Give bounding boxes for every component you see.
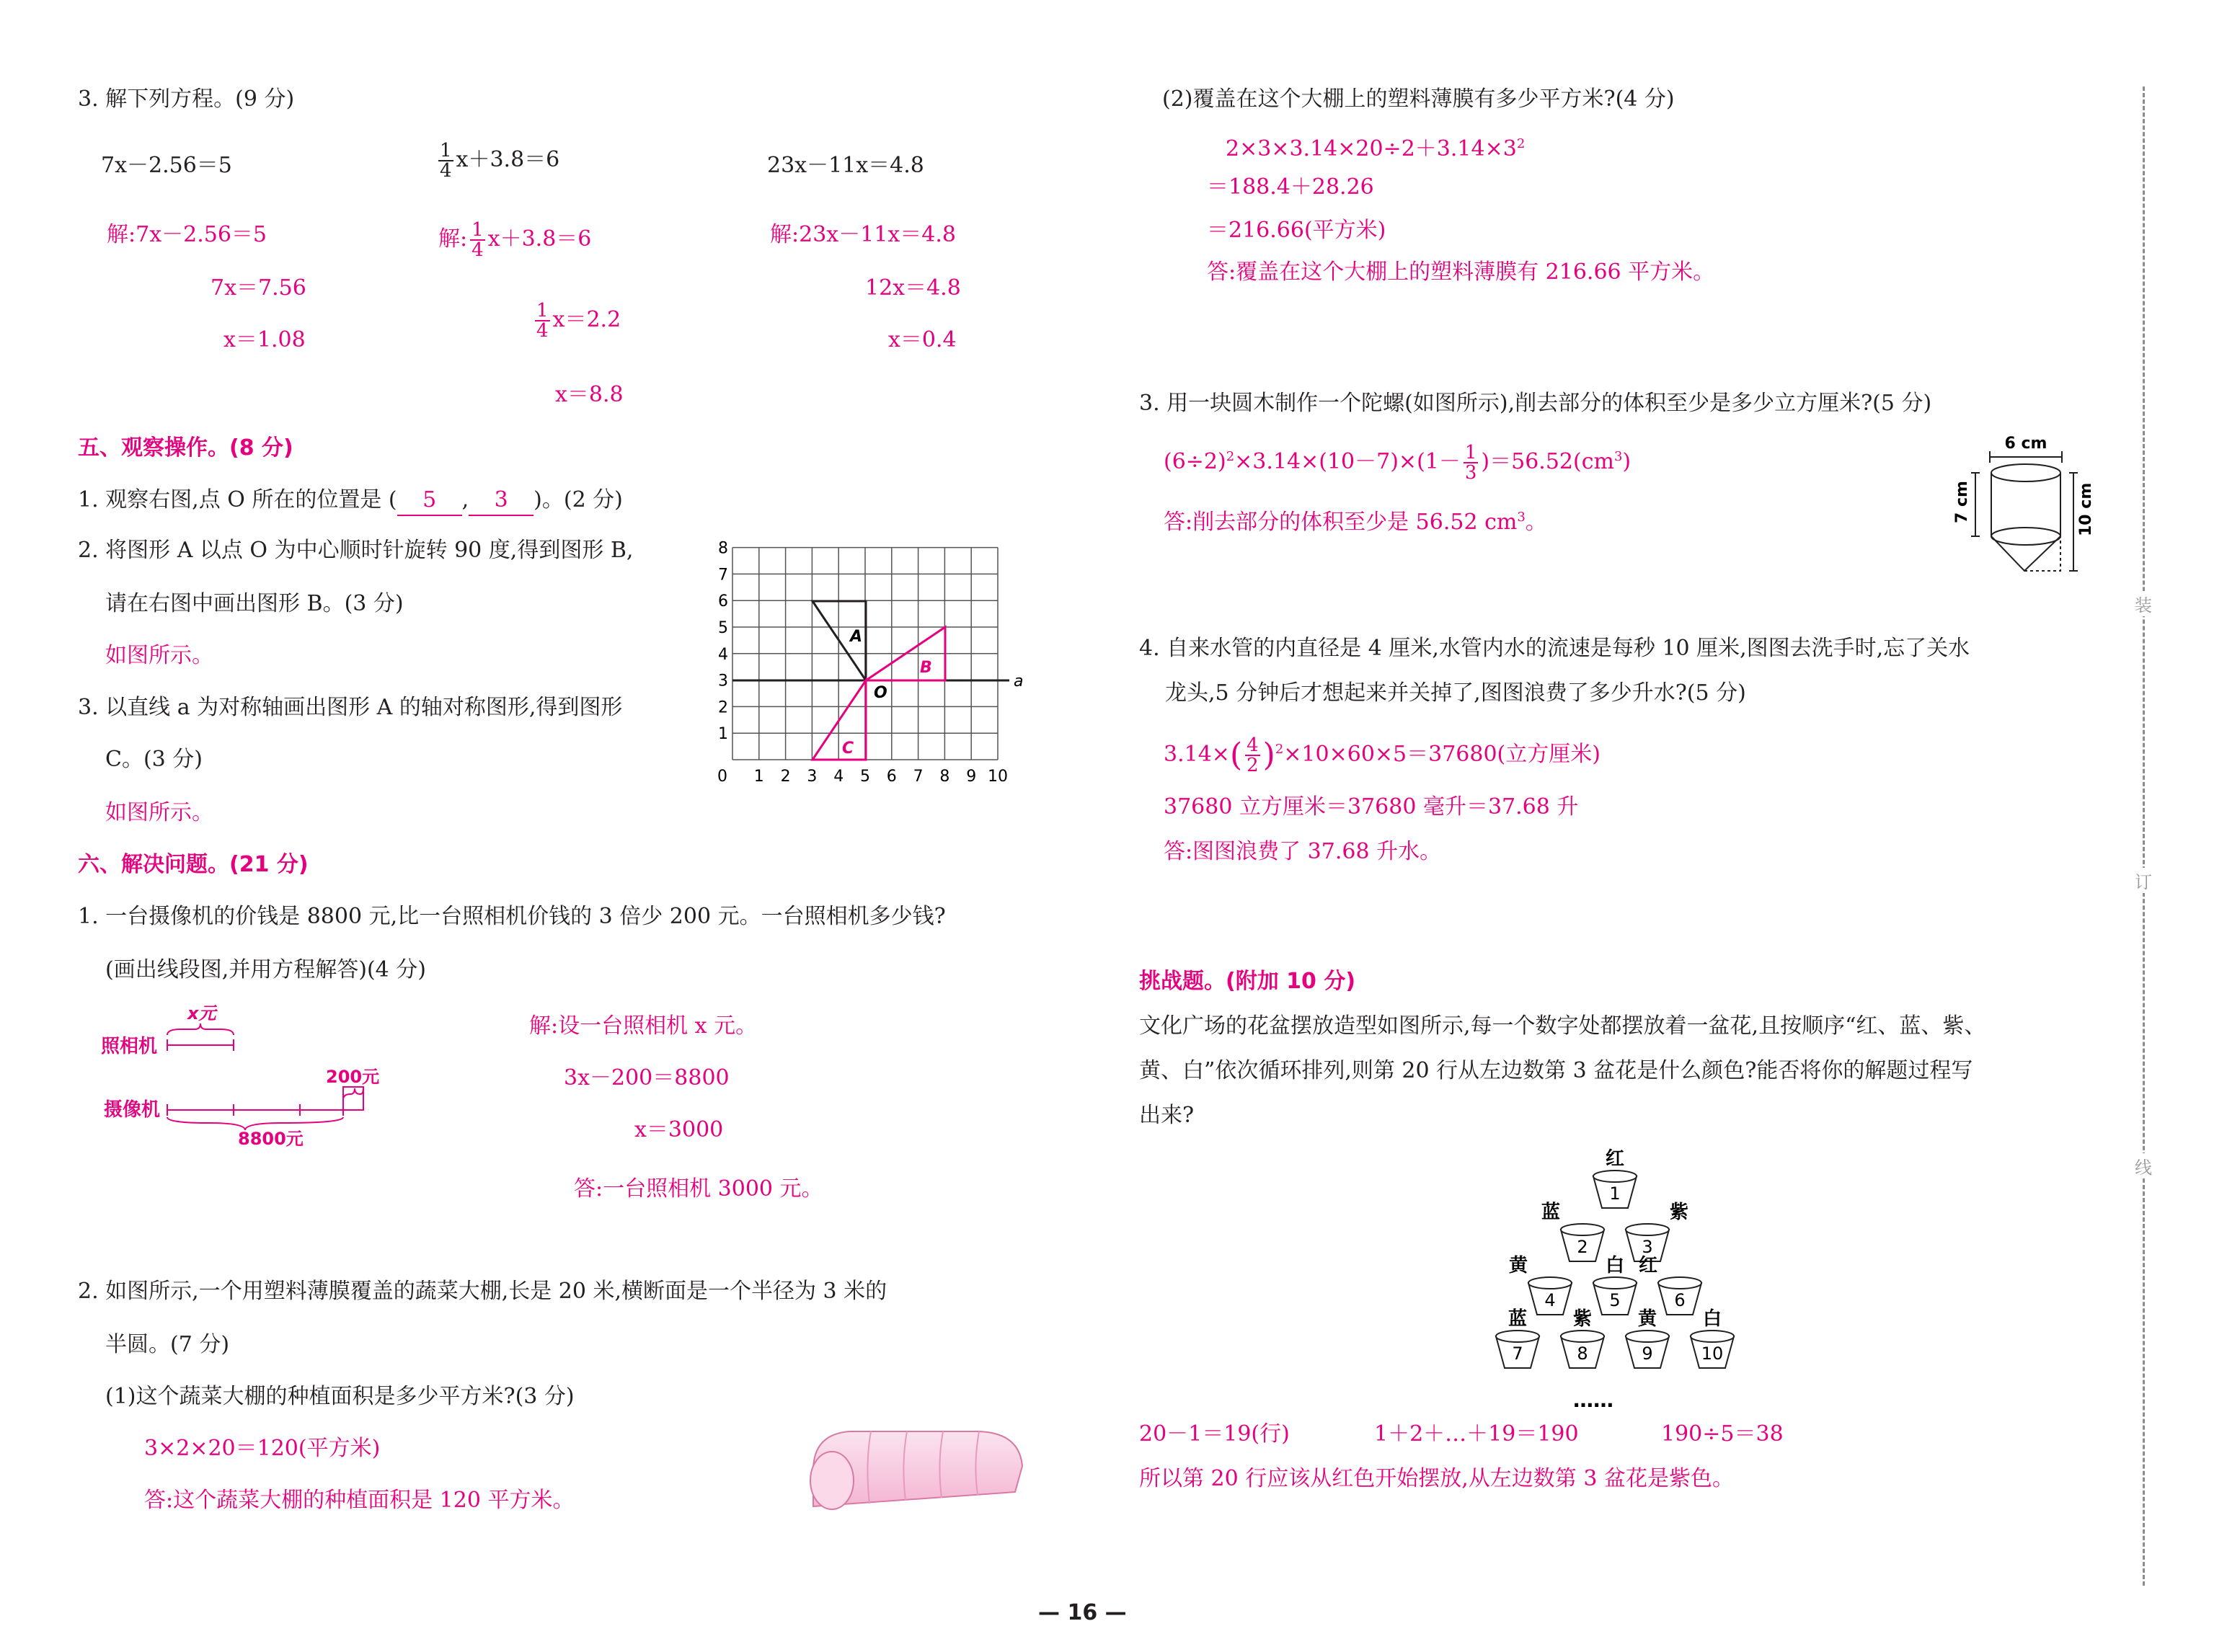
s6q1-solution-line-3: x＝3000 (634, 1117, 724, 1142)
challenge-line-2: 黄、白”依次循环排列,则第 20 行从左边数第 3 盆花是什么颜色?能否将你的解题过程写 (1139, 1058, 1973, 1083)
shape-a-label: A (850, 628, 863, 646)
solution-3-line-3: x＝0.4 (888, 327, 957, 352)
q3-answer: 答:削去部分的体积至少是 56.52 $cm^3$。 (1164, 510, 1547, 535)
s6q1-answer: 答:一台照相机 3000 元。 (574, 1176, 823, 1202)
pot-color-label: 紫 (1669, 1202, 1689, 1223)
solution-1-line-1: 解:7x－2.56＝5 (107, 222, 267, 247)
x-tick-label: 10 (988, 768, 1008, 786)
flower-pot (1691, 1308, 1734, 1368)
s6q2-part-2-answer: 答:覆盖在这个大棚上的塑料薄膜有 216.66 平方米。 (1207, 259, 1715, 285)
flower-pot (1626, 1201, 1688, 1261)
s5-question-2-answer: 如图所示。 (105, 643, 213, 668)
s6-question-2-part-1: (1)这个蔬菜大棚的种植面积是多少平方米?(3 分) (105, 1384, 575, 1409)
y-tick-label: 5 (718, 619, 728, 637)
section-5-title: 五、观察操作。(8 分) (78, 435, 293, 461)
pot-color-label: 红 (1605, 1148, 1625, 1170)
challenge-solution-1: 20－1＝19(行) (1139, 1421, 1290, 1447)
solution-2-line-3: x＝8.8 (555, 382, 624, 407)
y-tick-label: 7 (718, 566, 728, 585)
fraction: $\frac{1}{4}$ (440, 140, 452, 182)
pot-number: 4 (1544, 1290, 1556, 1310)
flower-pot (1509, 1255, 1572, 1315)
x-tick-label: 5 (860, 768, 870, 786)
s5-question-2-line-1: 2. 将图形 A 以点 O 为中心顺时针旋转 90 度,得到图形 B, (78, 538, 634, 563)
challenge-solution-2: 1＋2＋…＋19＝190 (1374, 1421, 1579, 1447)
shape-c (813, 680, 866, 760)
x-tick-label: 1 (753, 768, 764, 786)
pot-color-label: 蓝 (1541, 1202, 1561, 1223)
s5-question-3-line-2: C。(3 分) (105, 747, 203, 772)
binding-label-xian: 线 (2134, 1153, 2153, 1178)
pot-color-label: 白 (1702, 1308, 1722, 1330)
s6q2-part-1-answer: 答:这个蔬菜大棚的种植面积是 120 平方米。 (144, 1488, 575, 1513)
q4-solution-1: 3.14×( $\frac{4}{2}$ )$^2$×10×60×5＝37680(立方厘米) (1164, 734, 1600, 776)
y-tick-label: 1 (718, 725, 728, 744)
s6-question-1-line-1: 1. 一台摄像机的价钱是 8800 元,比一台照相机价钱的 3 倍少 200 元。一台照相机多少钱? (78, 904, 946, 929)
total-8800-label: 8800元 (238, 1129, 304, 1149)
point-o-label: O (874, 684, 887, 702)
binding-label-zhuang: 装 (2134, 591, 2153, 616)
pot-number: 5 (1609, 1290, 1621, 1310)
pot-color-label: 黄 (1508, 1255, 1528, 1276)
flower-pot (1593, 1255, 1637, 1315)
shape-c-label: C (842, 740, 854, 758)
y-tick-label: 4 (718, 645, 728, 664)
solution-3-line-1: 解:23x－11x＝4.8 (770, 222, 957, 247)
x-tick-label: 2 (780, 768, 791, 786)
x-yuan-label: x元 (187, 1003, 216, 1023)
video-camera-label: 摄像机 (104, 1099, 161, 1121)
equation-1: 7x－2.56＝5 (101, 153, 232, 178)
pyramid-dots: …… (1573, 1388, 1613, 1412)
x-tick-label: 6 (886, 768, 897, 786)
binding-label-ding: 订 (2134, 868, 2153, 893)
flower-pot (1541, 1201, 1604, 1261)
q4-solution-2: 37680 立方厘米＝37680 毫升＝37.68 升 (1164, 794, 1579, 820)
s6-question-2-line-2: 半圆。(7 分) (105, 1332, 230, 1357)
s5-question-3-line-1: 3. 以直线 a 为对称轴画出图形 A 的轴对称图形,得到图形 (78, 695, 623, 720)
solution-2-line-2: $\frac{1}{4}$ x＝2.2 (536, 300, 621, 342)
s6q1-solution-line-1: 解:设一台照相机 x 元。 (529, 1013, 758, 1039)
s6-question-1-line-2: (画出线段图,并用方程解答)(4 分) (105, 957, 426, 982)
challenge-line-3: 出来? (1139, 1103, 1195, 1128)
shape-b-label: B (920, 659, 932, 677)
challenge-solution-3: 190÷5＝38 (1661, 1421, 1784, 1447)
page-number: — 16 — (1038, 1600, 1127, 1625)
pot-number: 9 (1642, 1344, 1653, 1364)
diff-200-label: 200元 (326, 1067, 380, 1087)
x-tick-label: 9 (966, 768, 977, 786)
pot-number: 7 (1512, 1344, 1523, 1364)
axis-a-label: a (1014, 672, 1024, 690)
section-6-title: 六、解决问题。(21 分) (78, 852, 309, 877)
flower-pot-pyramid (1355, 1132, 1874, 1420)
q3-solution: $(6\div 2)^2\times 3.14\times(10-7)\times(1-$ $\frac{1}{3}$ )$=56.52(cm^3)$ (1164, 442, 1631, 484)
q3-spinning-top: 3. 用一块圆木制作一个陀螺(如图所示),削去部分的体积至少是多少立方厘米?(5 分) (1139, 391, 1932, 416)
flower-pot (1496, 1307, 1539, 1368)
challenge-answer: 所以第 20 行应该从红色开始摆放,从左边数第 3 盆花是紫色。 (1139, 1466, 1734, 1491)
flower-pot (1561, 1307, 1604, 1368)
s5-question-2-line-2: 请在右图中画出图形 B。(3 分) (105, 591, 404, 616)
s5-question-1: 1. 观察右图,点 O 所在的位置是 ( 5 , 3 )。(2 分) (78, 486, 623, 516)
challenge-line-1: 文化广场的花盆摆放造型如图所示,每一个数字处都摆放着一盆花,且按顺序“红、蓝、紫、 (1139, 1013, 1986, 1039)
x-tick-label: 3 (807, 768, 818, 786)
s5-question-3-answer: 如图所示。 (105, 800, 213, 825)
pot-color-label: 白 (1605, 1255, 1625, 1276)
pot-color-label: 红 (1638, 1255, 1658, 1276)
pot-number: 1 (1609, 1184, 1621, 1204)
s6q2-part-2-solution-2: ＝188.4＋28.26 (1207, 174, 1374, 200)
pot-number: 3 (1642, 1237, 1653, 1257)
challenge-title: 挑战题。(附加 10 分) (1139, 969, 1356, 994)
binding-dashed-line (2143, 86, 2145, 1586)
solution-3-line-2: 12x＝4.8 (865, 275, 961, 301)
camera-label: 照相机 (101, 1036, 158, 1057)
pot-color-label: 蓝 (1507, 1308, 1528, 1330)
x-tick-label: 8 (939, 768, 950, 786)
y-tick-label: 2 (718, 698, 728, 717)
equation-2: $\frac{1}{4}$ x＋3.8＝6 (440, 140, 560, 182)
s6-question-2-line-1: 2. 如图所示,一个用塑料薄膜覆盖的蔬菜大棚,长是 20 米,横断面是一个半径为 3 米的 (78, 1279, 887, 1304)
top-h2-label: 10 cm (2077, 482, 2095, 536)
flower-pot (1639, 1255, 1701, 1315)
coordinate-grid (699, 533, 1031, 793)
pot-number: 6 (1674, 1290, 1686, 1310)
pot-number: 8 (1577, 1344, 1588, 1364)
x-tick-label: 0 (717, 768, 727, 786)
pot-number: 10 (1701, 1344, 1724, 1364)
q3-title: 3. 解下列方程。(9 分) (78, 86, 295, 112)
greenhouse-illustration (784, 1420, 1030, 1514)
flower-pot (1593, 1148, 1637, 1208)
segment-diagram (101, 1002, 404, 1149)
y-tick-label: 6 (718, 592, 728, 611)
q4-line-1: 4. 自来水管的内直径是 4 厘米,水管内水的流速是每秒 10 厘米,图图去洗手时,忘了关水 (1139, 636, 1970, 661)
pot-number: 2 (1577, 1237, 1588, 1257)
top-h1-label: 7 cm (1953, 481, 1971, 523)
q4-line-2: 龙头,5 分钟后才想起来并关掉了,图图浪费了多少升水?(5 分) (1165, 680, 1746, 706)
s6q2-part-2-solution-1: $2\times 3\times 3.14\times 20\div 2+3.14\times 3^2$ (1226, 136, 1526, 161)
equation-3: 23x－11x＝4.8 (767, 153, 924, 178)
x-tick-label: 4 (833, 768, 844, 786)
x-tick-label: 7 (913, 768, 924, 786)
spinning-top-illustration (1947, 428, 2095, 587)
y-tick-label: 3 (718, 672, 728, 690)
pot-color-label: 紫 (1572, 1308, 1593, 1330)
s6q2-part-1-solution: 3×2×20＝120(平方米) (144, 1436, 381, 1461)
solution-1-line-3: x＝1.08 (223, 327, 306, 352)
s6q1-solution-line-2: 3x－200＝8800 (564, 1065, 730, 1091)
flower-pot (1626, 1308, 1669, 1368)
top-width-label: 6 cm (2004, 435, 2047, 453)
pot-color-label: 黄 (1637, 1308, 1657, 1330)
solution-1-line-2: 7x＝7.56 (211, 275, 306, 301)
s6q2-part-2: (2)覆盖在这个大棚上的塑料薄膜有多少平方米?(4 分) (1162, 86, 1675, 112)
solution-2-line-1: 解: $\frac{1}{4}$ x＋3.8＝6 (438, 219, 592, 261)
s6q2-part-2-solution-3: ＝216.66(平方米) (1207, 218, 1386, 243)
y-tick-label: 8 (718, 539, 728, 558)
q4-answer: 答:图图浪费了 37.68 升水。 (1164, 839, 1442, 864)
